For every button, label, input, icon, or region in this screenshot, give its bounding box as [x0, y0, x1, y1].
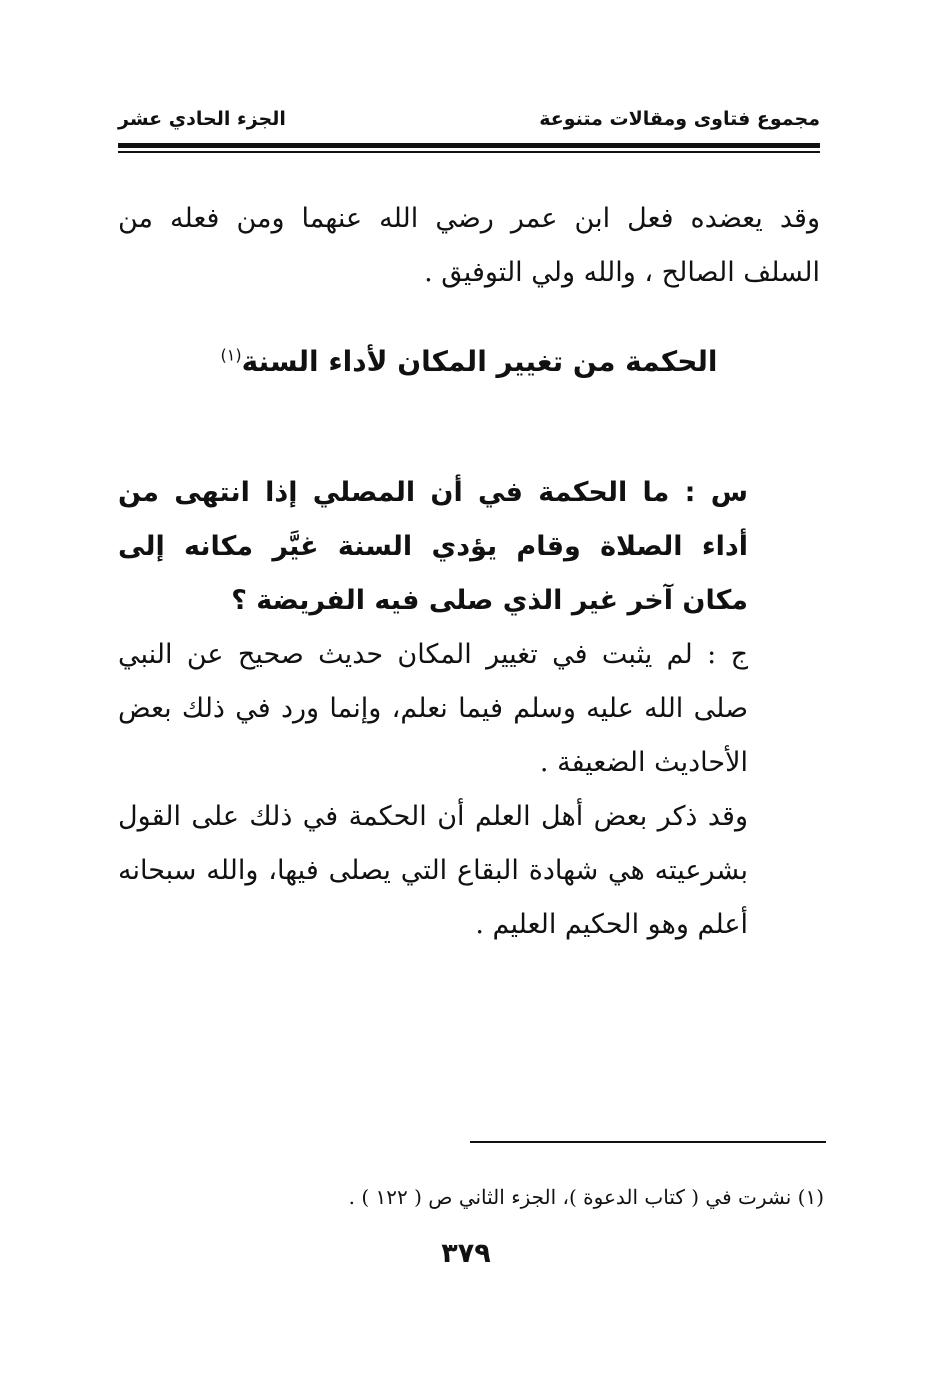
page-number: ٣٧٩ — [441, 1238, 491, 1269]
footnote-separator — [470, 1141, 826, 1143]
section-title — [118, 345, 820, 378]
question-text: س : ما الحكمة في أن المصلي إذا انتهى من أداء الصلاة وقام يؤدي السنة غيَّر مكانه إلى مكان آخر غير الذي صلى فيه الفريضة ؟ — [118, 477, 748, 616]
book-title: مجموع فتاوى ومقالات متنوعة — [539, 108, 820, 130]
header-rule-thin — [118, 151, 820, 153]
answer-text: ج : لم يثبت في تغيير المكان حديث صحيح عن النبي صلى الله عليه وسلم فيما نعلم، وإنما ورد في ذلك بعض الأحاديث الضعيفة . — [118, 639, 748, 778]
question-answer-block — [118, 466, 820, 952]
volume-label: الجزء الحادي عشر — [118, 108, 286, 130]
closing-paragraph: وقد ذكر بعض أهل العلم أن الحكمة في ذلك على القول بشرعيته هي شهادة البقاع التي يصلى فيها، والله سبحانه أعلم وهو الحكيم العليم . — [118, 801, 748, 940]
running-header — [118, 108, 820, 130]
footnote-marker: (١) — [220, 345, 242, 365]
footnote-text: (١) نشرت في ( كتاب الدعوة )، الجزء الثاني ص ( ١٢٢ ) . — [348, 1185, 824, 1209]
section-title-text: الحكمة من تغيير المكان لأداء السنة — [241, 345, 718, 378]
intro-paragraph: وقد يعضده فعل ابن عمر رضي الله عنهما ومن فعله من السلف الصالح ، والله ولي التوفيق . — [118, 203, 820, 288]
header-rule-thick — [118, 143, 820, 148]
